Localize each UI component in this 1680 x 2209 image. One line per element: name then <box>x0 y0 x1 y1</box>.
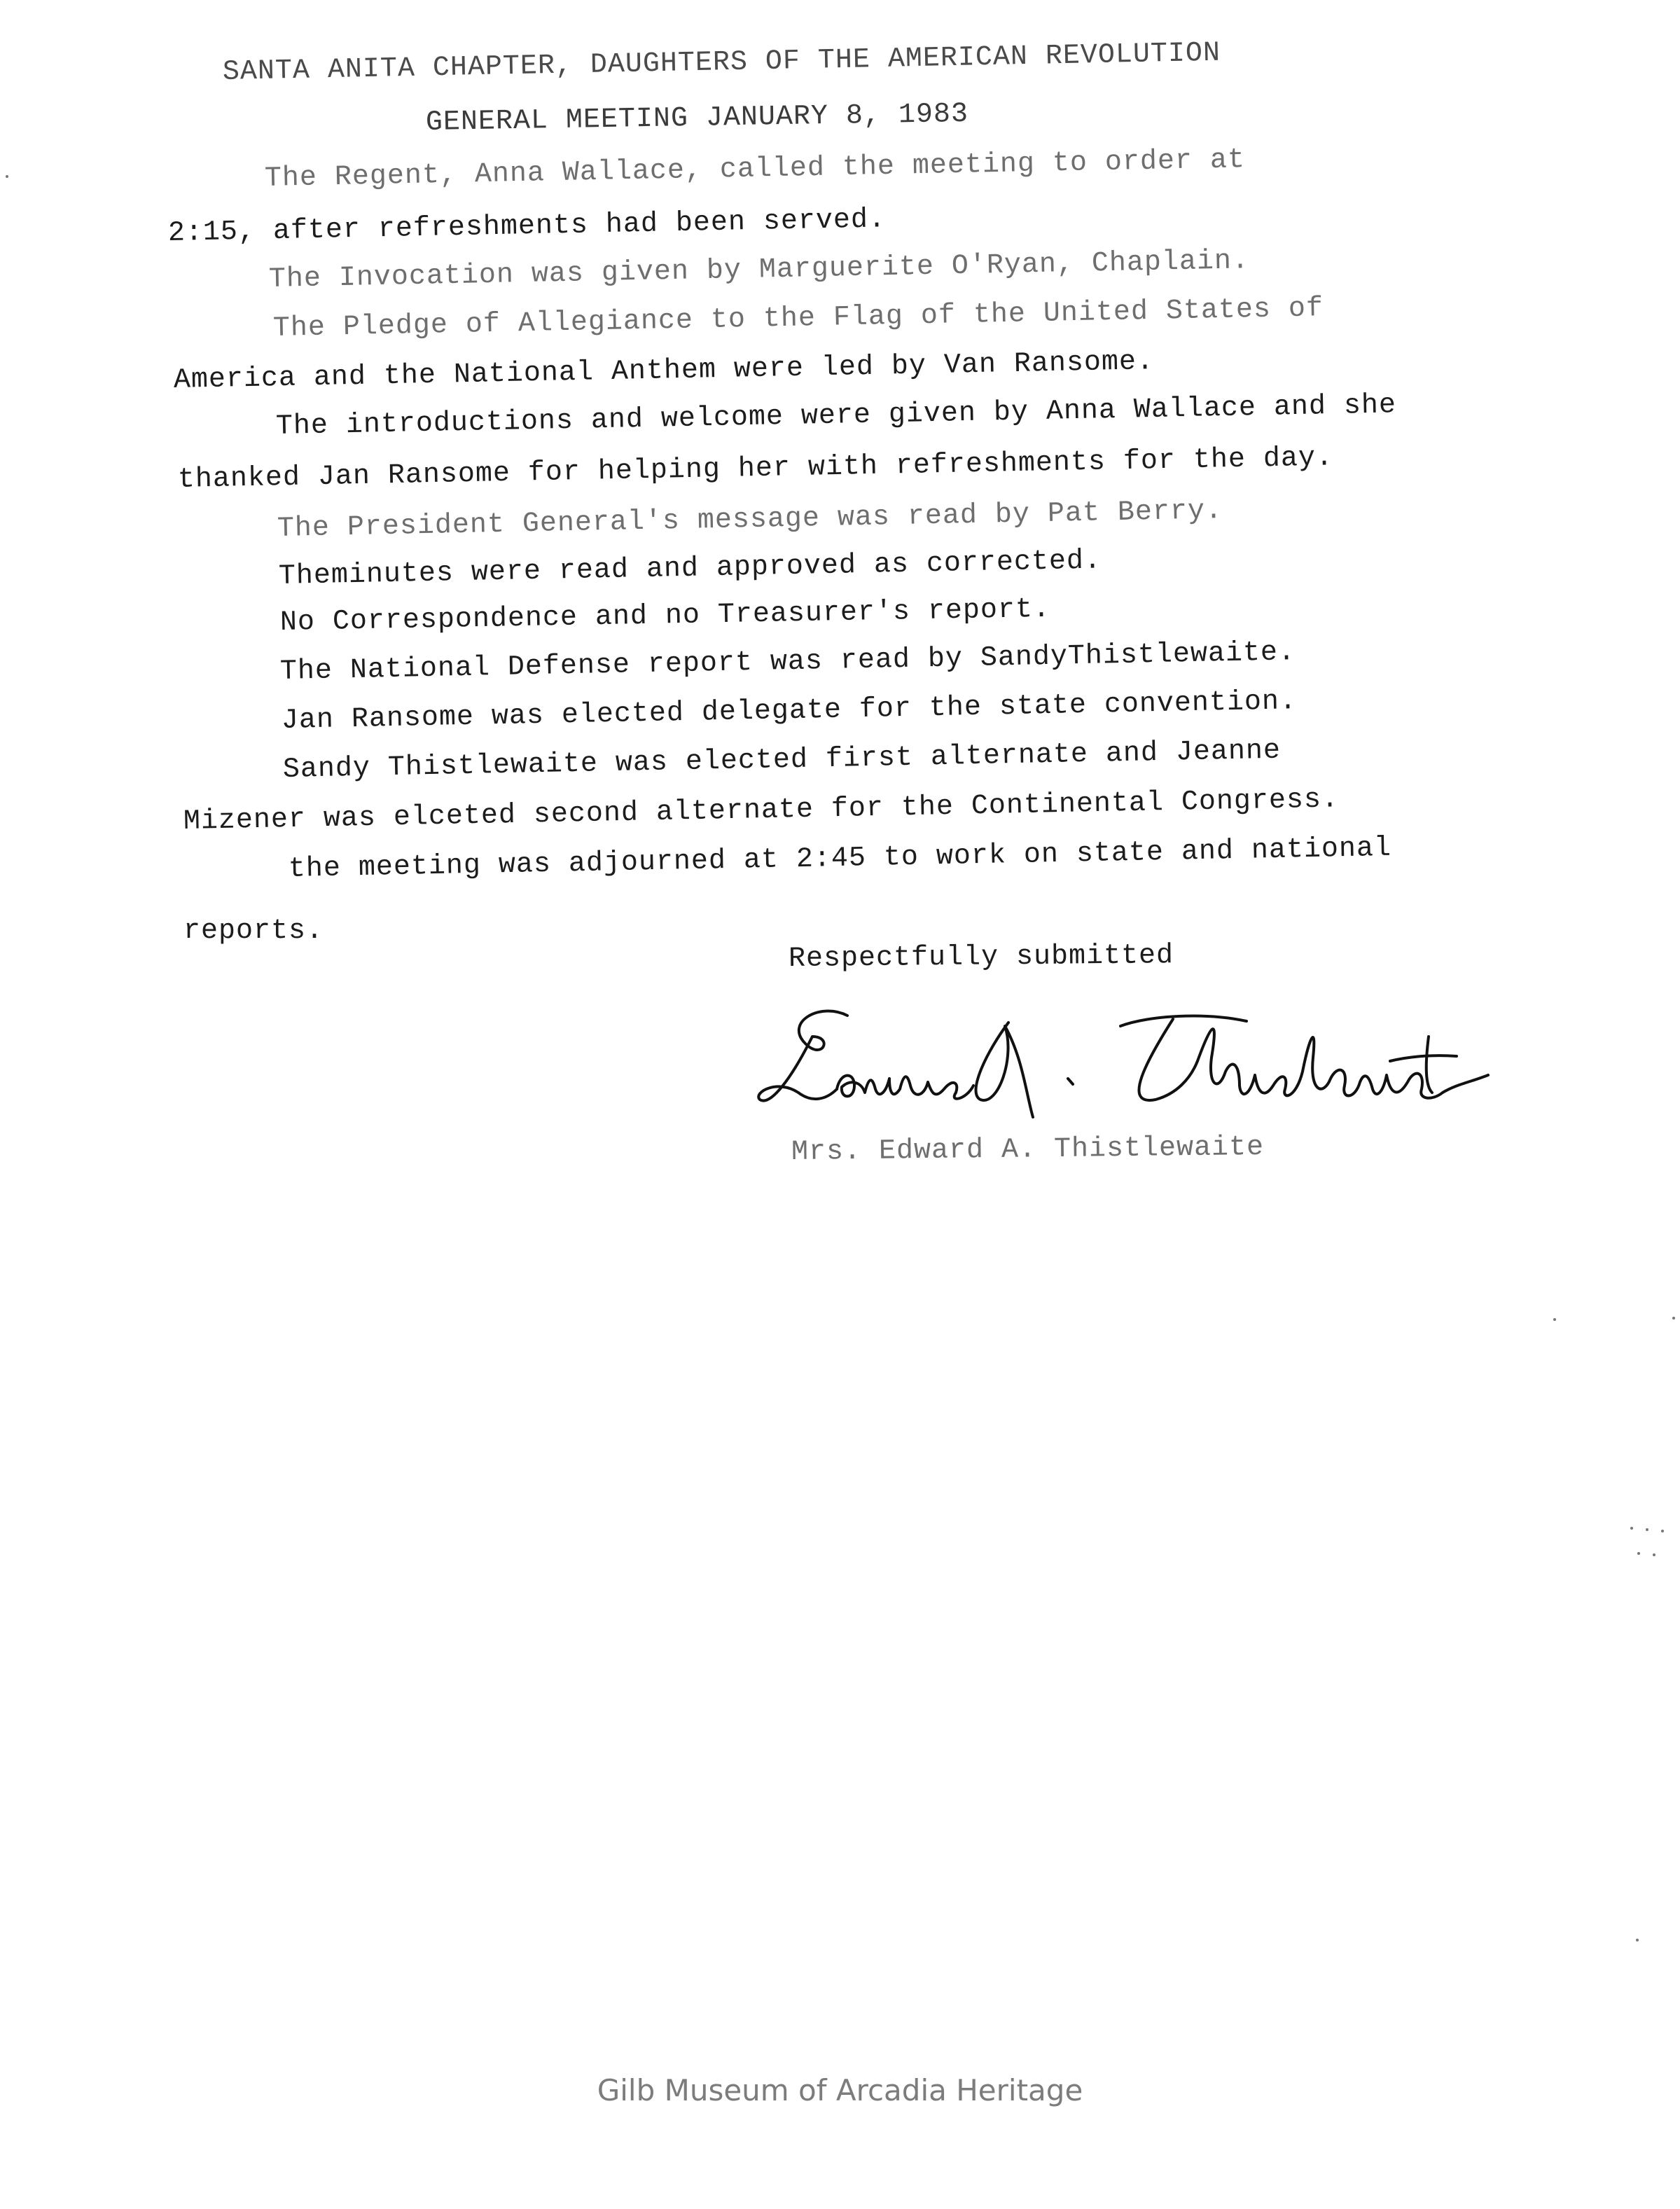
body-line-10: No Correspondence and no Treasurer's report. <box>279 593 1051 639</box>
body-line-8: The President General's message was read by Pat Berry. <box>277 495 1223 545</box>
body-line-14: Mizener was elceted second alternate for the Continental Congress. <box>183 784 1340 838</box>
body-line-5: America and the National Anthem were led by Van Ransome. <box>173 346 1155 396</box>
body-line-7: thanked Jan Ransome for helping her with refreshments for the day. <box>177 442 1334 496</box>
body-line-13: Sandy Thistlewaite was elected first alternate and Jeanne <box>282 735 1282 786</box>
body-line-2: 2:15, after refreshments had been served. <box>167 204 887 249</box>
body-line-1: The Regent, Anna Wallace, called the meeting to order at <box>264 144 1246 195</box>
heading-line-2: GENERAL MEETING JANUARY 8, 1983 <box>425 98 969 139</box>
body-line-6: The introductions and welcome were given by Anna Wallace and she <box>275 389 1397 443</box>
body-line-12: Jan Ransome was elected delegate for the state convention. <box>281 686 1298 737</box>
body-line-9: Theminutes were read and approved as corrected. <box>278 545 1102 593</box>
body-line-3: The Invocation was given by Marguerite O'Ryan, Chaplain. <box>268 245 1250 296</box>
heading-line-1: SANTA ANITA CHAPTER, DAUGHTERS OF THE AMERICAN REVOLUTION <box>222 37 1221 88</box>
footer-credit: Gilb Museum of Arcadia Heritage <box>597 2073 1083 2107</box>
closing-text: Respectfully submitted <box>788 940 1174 975</box>
signer-name: Mrs. Edward A. Thistlewaite <box>791 1131 1265 1168</box>
body-line-16: reports. <box>183 915 324 947</box>
body-line-4: The Pledge of Allegiance to the Flag of the United States of <box>272 293 1324 345</box>
signature-image <box>756 995 1499 1135</box>
body-line-11: The National Defense report was read by SandyThistlewaite. <box>279 637 1296 688</box>
body-line-15: the meeting was adjourned at 2:45 to work on state and national <box>288 832 1392 885</box>
